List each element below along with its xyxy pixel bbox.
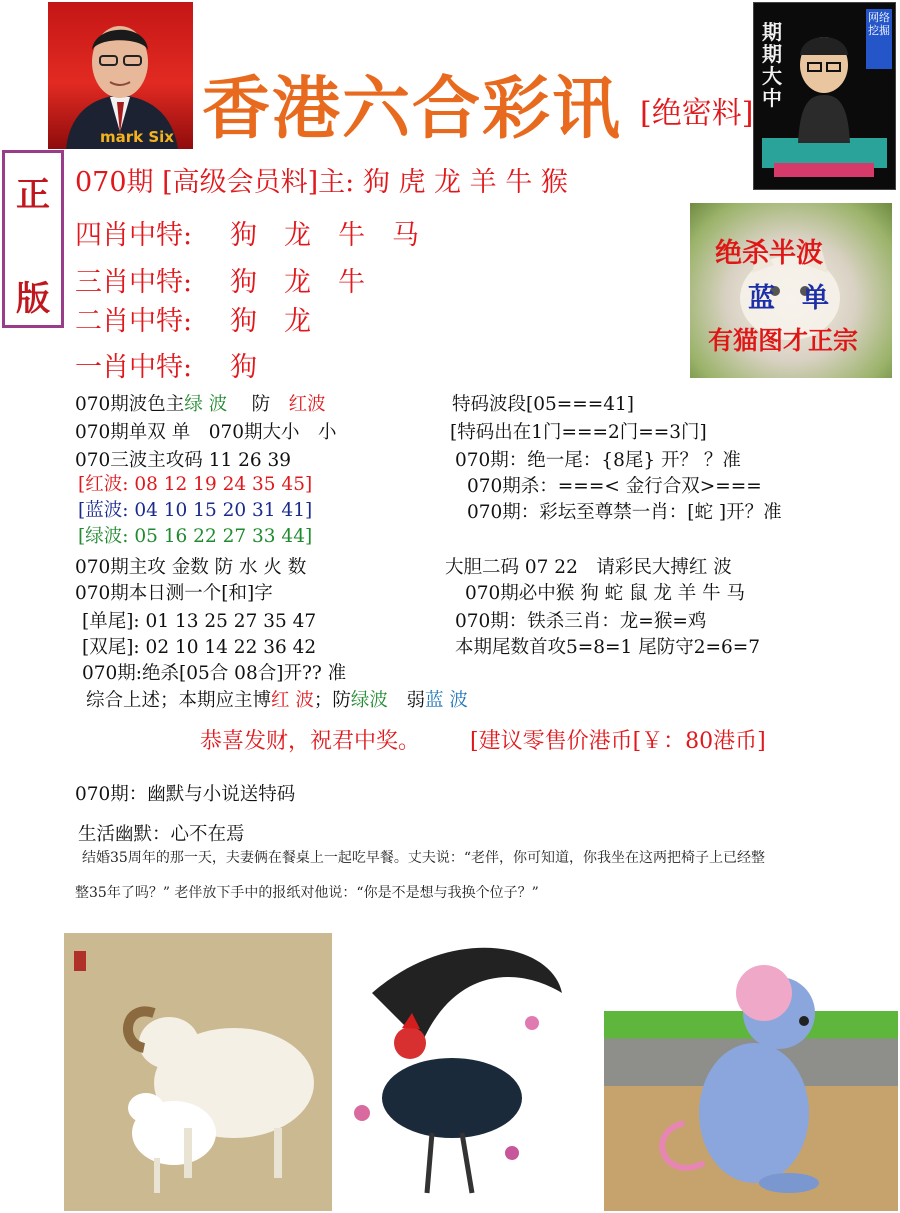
genuine-badge-bottom: 版	[16, 279, 50, 319]
cartoon-badge: 网络挖掘	[868, 11, 890, 37]
pick-three-label: 三肖中特:	[75, 267, 193, 298]
wish-text: 恭喜发财，祝君中奖。	[200, 729, 421, 754]
summary-red: 红 波	[271, 690, 314, 711]
humor-subheading: 生活幽默：心不在焉	[78, 824, 245, 845]
kill-box-line1: 绝杀半波	[715, 238, 823, 269]
mouse-image	[604, 933, 898, 1211]
char-test-line: 070期本日测一个[和]字	[75, 583, 273, 604]
must-hit-line: 070期必中猴 狗 蛇 鼠 龙 羊 牛 马	[465, 583, 745, 604]
attack-code-line: 070三波主攻码 11 26 39	[75, 450, 292, 471]
genuine-badge-top: 正	[16, 175, 50, 215]
three-kill-line: 070期：铁杀三肖：龙=猴=鸡	[455, 611, 707, 632]
summary-line	[86, 686, 468, 712]
taboo-line: 070期：彩坛至尊禁一肖：[蛇 ]开？准	[467, 502, 782, 523]
pick-three-value: 狗 龙 牛	[230, 267, 365, 298]
doors-line: [特码出在1门===2门==3门]	[450, 422, 707, 443]
kill-combo-line: 070期:绝杀[05合 08合]开?? 准	[82, 663, 347, 684]
mouse-icon	[604, 933, 898, 1211]
pick-four-label: 四肖中特:	[75, 220, 193, 251]
single-tail-line: [单尾]: 01 13 25 27 35 47	[82, 611, 317, 632]
cartoon-caption: 期期大中	[762, 20, 782, 110]
main-pick-line: 070期 [高级会员料]主: 狗 虎 龙 羊 牛 猴	[75, 167, 568, 198]
humor-story-line1: 结婚35周年的那一天，夫妻俩在餐桌上一起吃早餐。丈夫说：“老伴，你可知道，你我坐在这两把椅子上已经整	[82, 850, 765, 866]
two-codes-line: 大胆二码 07 22 请彩民大搏红 波	[445, 557, 732, 578]
sheep-icon	[64, 933, 332, 1211]
genuine-badge	[2, 150, 64, 328]
wave-color-line	[75, 390, 326, 416]
page-subtitle: [绝密料]	[640, 96, 754, 131]
humor-story-line2: 整35年了吗？” 老伴放下手中的报纸对他说：“你是不是想与我换个位子？”	[75, 885, 539, 901]
pick-two-label: 二肖中特:	[75, 306, 193, 337]
wave-color-prefix: 070期波色主	[75, 394, 185, 415]
red-wave-numbers: [红波: 08 12 19 24 35 45]	[78, 474, 313, 495]
portrait-figure-icon	[48, 2, 193, 149]
lucky-cartoon	[753, 2, 896, 190]
cat-photo	[690, 203, 892, 378]
portrait-photo	[48, 2, 193, 149]
summary-sep: ；防	[313, 690, 351, 711]
rooster-image	[332, 933, 604, 1211]
segment-line: 特码波段[05===41]	[452, 394, 635, 415]
wave-color-guard: 红波	[288, 394, 326, 415]
double-tail-line: [双尾]: 02 10 14 22 36 42	[82, 637, 317, 658]
price-text: [建议零售价港币[￥：80港币]	[470, 729, 766, 754]
kill-box-line3: 有猫图才正宗	[708, 326, 859, 355]
blue-wave-numbers: [蓝波: 04 10 15 20 31 41]	[78, 500, 313, 521]
rooster-icon	[332, 933, 604, 1211]
green-wave-numbers: [绿波: 05 16 22 27 33 44]	[78, 526, 313, 547]
main-attack-line: 070期主攻 金数 防 水 火 数	[75, 557, 307, 578]
humor-heading: 070期：幽默与小说送特码	[75, 784, 296, 805]
kill-box-line2: 蓝 单	[748, 283, 829, 314]
pick-one-label: 一肖中特:	[75, 352, 193, 383]
summary-weak: 弱	[387, 690, 425, 711]
page-title: 香港六合彩讯	[202, 70, 623, 149]
pick-one-value: 狗	[230, 352, 257, 383]
summary-prefix: 综合上述；本期应主博	[86, 690, 272, 711]
pick-four-value: 狗 龙 牛 马	[230, 220, 419, 251]
kill-element-line: 070期杀：===< 金行合双>===	[467, 476, 762, 497]
mark-six-logo: mark Six	[100, 128, 174, 146]
pick-two-value: 狗 龙	[230, 306, 311, 337]
odd-even-line: 070期单双 单 070期大小 小	[75, 422, 337, 443]
wave-color-guard-label: 防	[251, 394, 271, 415]
tail-attack-line: 本期尾数首攻5=8=1 尾防守2=6=7	[455, 637, 761, 658]
summary-blue: 蓝 波	[424, 690, 468, 711]
sheep-image	[64, 933, 332, 1211]
summary-green: 绿波	[350, 690, 388, 711]
wave-color-main: 绿 波	[184, 394, 228, 415]
tail-line: 070期：绝一尾：{8尾} 开？ ？准	[455, 450, 741, 471]
